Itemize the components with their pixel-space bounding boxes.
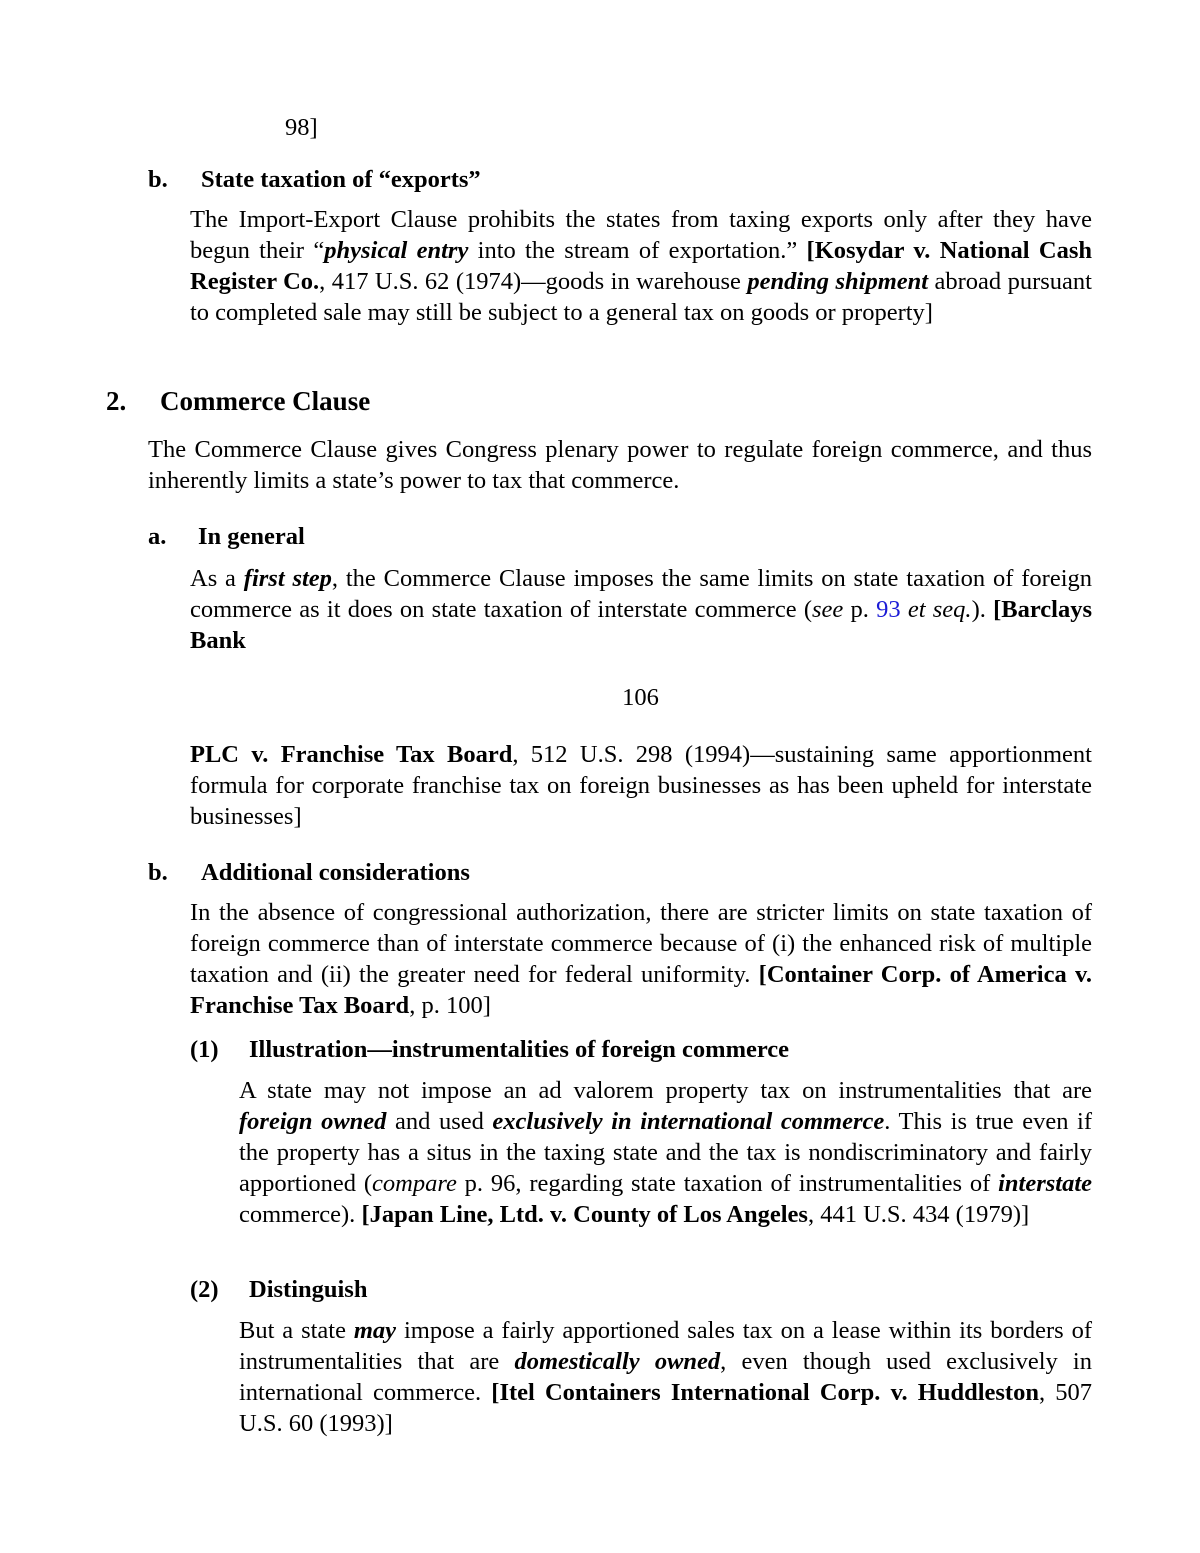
heading-title: Additional considerations	[201, 859, 470, 886]
heading-illustration	[190, 1034, 789, 1065]
heading-in-general	[148, 521, 305, 552]
heading-number: 2.	[106, 386, 127, 416]
page-top-fragment: 98]	[285, 114, 318, 141]
paragraph-illustration: A state may not impose an ad valorem property tax on instrumentalities that are foreign owned and used exclusively in international commerce. This is true even if the property has a situs in the taxing state and the tax is nondiscriminatory and fairly apportioned (compare p. 96, regarding state taxation of instrumentalities of interstate commerce). [Japan Line, Ltd. v. County of Los Angeles, 441 U.S. 434 (1979)]	[239, 1077, 1093, 1228]
case-citation-barclays: [Barclays Bank	[190, 596, 1092, 654]
heading-title: In general	[198, 523, 305, 550]
case-citation-kosydar: [Kosydar v. National Cash Register Co.	[190, 237, 1092, 295]
case-citation-franchise-tax-board: PLC v. Franchise Tax Board	[190, 741, 513, 768]
paragraph-distinguish: But a state may impose a fairly apportioned sales tax on a lease within its borders of instrumentalities that are domestically owned, even though used exclusively in international commerce. [Itel Containers International Corp. v. Huddleston, 507 U.S. 60 (1993)]	[239, 1317, 1093, 1437]
emphasis-domestically-owned: domestically owned	[514, 1348, 721, 1375]
heading-title: Illustration—instrumentalities of foreign commerce	[249, 1036, 790, 1063]
page-number: 106	[622, 684, 659, 711]
emphasis-interstate: interstate	[998, 1170, 1093, 1197]
paragraph-export-clause: The Import-Export Clause prohibits the states from taxing exports only after they have begun their “physical entry into the stream of exportation.” [Kosydar v. National Cash Register Co., 417 U.S. 62 (1974)—goods in warehouse pending shipment abroad pursuant to completed sale may still be subject to a general tax on goods or property]	[190, 206, 1092, 326]
heading-number: (1)	[190, 1036, 219, 1063]
emphasis-may: may	[353, 1317, 397, 1344]
case-citation-japan-line: [Japan Line, Ltd. v. County of Los Angeles	[361, 1201, 808, 1228]
paragraph-continuation: PLC v. Franchise Tax Board, 512 U.S. 298 (1994)—sustaining same apportionment formula for corporate franchise tax on foreign businesses as has been upheld for interstate businesses]	[190, 741, 1092, 830]
paragraph-commerce-clause: The Commerce Clause gives Congress plenary power to regulate foreign commerce, and thus inherently limits a state’s power to tax that commerce.	[148, 436, 1092, 494]
heading-distinguish	[190, 1274, 367, 1305]
emphasis-first-step: first step	[243, 565, 332, 592]
heading-number: b.	[148, 859, 168, 886]
emphasis-foreign-owned: foreign owned	[239, 1108, 387, 1135]
heading-title: Commerce Clause	[160, 386, 371, 416]
emphasis-physical-entry: physical entry	[324, 237, 469, 264]
case-citation-itel: [Itel Containers International Corp. v. Huddleston	[491, 1379, 1039, 1406]
heading-additional-considerations	[148, 857, 470, 888]
heading-title: Distinguish	[249, 1276, 368, 1303]
page-link-93[interactable]: 93	[876, 596, 901, 623]
heading-number: (2)	[190, 1276, 219, 1303]
heading-number: b.	[148, 166, 168, 193]
heading-number: a.	[148, 523, 167, 550]
emphasis-pending-shipment: pending shipment	[747, 268, 929, 295]
paragraph-additional-considerations: In the absence of congressional authorization, there are stricter limits on state taxation of foreign commerce than of interstate commerce because of (i) the enhanced risk of multiple taxation and (ii) the greater need for federal uniformity. [Container Corp. of America v. Franchise Tax Board, p. 100]	[190, 899, 1093, 1019]
paragraph-in-general: As a first step, the Commerce Clause imposes the same limits on state taxation of foreign commerce as it does on state taxation of interstate commerce (see p. 93 et seq.). [Barclays Bank	[190, 565, 1093, 654]
heading-commerce-clause	[106, 386, 370, 417]
heading-title: State taxation of “exports”	[201, 166, 481, 193]
heading-state-taxation-exports	[148, 164, 481, 195]
emphasis-exclusively-international: exclusively in international commerce	[492, 1108, 885, 1135]
case-citation-container-corp: [Container Corp. of America v. Franchise Tax Board	[190, 961, 1093, 1019]
